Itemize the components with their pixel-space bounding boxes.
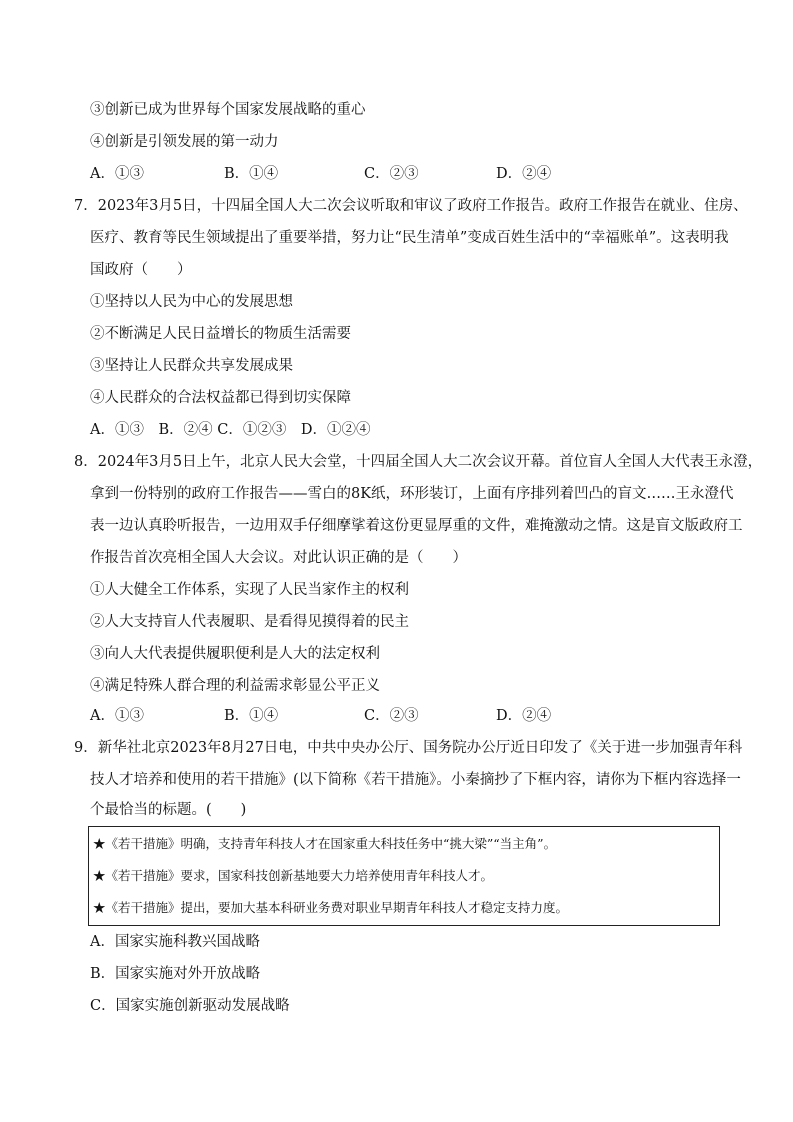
q8-option-b[interactable]: B．①④	[224, 708, 279, 724]
q8-option-a[interactable]: A．①③	[90, 708, 144, 724]
q6-option-a[interactable]: A．①③	[90, 166, 144, 182]
q8-statement-1: ①人大健全工作体系，实现了人民当家作主的权利	[90, 582, 409, 598]
q9-excerpt-line-3: ★《若干措施》提出，要加大基本科研业务费对职业早期青年科技人才稳定支持力度。	[93, 900, 569, 915]
q8-stem-line-3: 表一边认真聆听报告，一边用双手仔细摩挲着这份更显厚重的文件，难掩激动之情。这是盲文版政府工	[90, 518, 743, 534]
q9-option-b[interactable]: B．国家实施对外开放战略	[90, 966, 261, 982]
q8-statement-3: ③向人大代表提供履职便利是人大的法定权利	[90, 646, 380, 662]
q8-options	[90, 706, 730, 726]
q6-statement-3: ③创新已成为世界每个国家发展战略的重心	[90, 102, 366, 118]
q7-stem-line-3: 国政府（ ）	[90, 262, 192, 278]
q7-options[interactable]: A．①③ B．②④ C．①②③ D．①②④	[90, 422, 371, 438]
q8-statement-2: ②人大支持盲人代表履职、是看得见摸得着的民主	[90, 614, 409, 630]
q7-statement-2: ②不断满足人民日益增长的物质生活需要	[90, 326, 351, 342]
q9-excerpt-line-2: ★《若干措施》要求，国家科技创新基地要大力培养使用青年科技人才。	[93, 868, 494, 883]
q7-stem-line-1: 7．2023年3月5日，十四届全国人大二次会议听取和审议了政府工作报告。政府工作报告在就业、住房、	[74, 198, 748, 214]
q8-option-d[interactable]: D．②④	[496, 708, 552, 724]
q7-stem-line-2: 医疗、教育等民生领域提出了重要举措，努力让“民生清单”变成百姓生活中的“幸福账单”。这表明我	[90, 230, 729, 246]
q6-option-b[interactable]: B．①④	[224, 166, 279, 182]
q8-stem-line-1: 8．2024年3月5日上午，北京人民大会堂，十四届全国人大二次会议开幕。首位盲人全国人大代表王永澄，	[74, 454, 763, 470]
q8-stem-line-4: 作报告首次亮相全国人大会议。对此认识正确的是（ ）	[90, 550, 467, 566]
q9-stem-line-2: 技人才培养和使用的若干措施》(以下简称《若干措施》。小秦摘抄了下框内容，请你为下框内容选择一	[90, 772, 741, 788]
q6-option-d[interactable]: D．②④	[496, 166, 552, 182]
q9-option-a[interactable]: A．国家实施科教兴国战略	[90, 934, 260, 950]
q8-statement-4: ④满足特殊人群合理的利益需求彰显公平正义	[90, 678, 380, 694]
q9-stem-line-1: 9．新华社北京2023年8月27日电，中共中央办公厅、国务院办公厅近日印发了《关于进一步加强青年科	[74, 740, 743, 756]
q7-statement-1: ①坚持以人民为中心的发展思想	[90, 294, 293, 310]
q9-stem-line-3: 个最恰当的标题。( )	[90, 802, 247, 818]
q6-options	[90, 164, 730, 184]
q8-stem-line-2: 拿到一份特别的政府工作报告——雪白的8K纸，环形装订，上面有序排列着凹凸的盲文……王永澄代	[90, 486, 734, 502]
q7-statement-4: ④人民群众的合法权益都已得到切实保障	[90, 390, 351, 406]
q8-option-c[interactable]: C．②③	[364, 708, 419, 724]
q9-excerpt-line-1: ★《若干措施》明确，支持青年科技人才在国家重大科技任务中“挑大梁”“当主角”。	[93, 836, 557, 851]
q6-statement-4: ④创新是引领发展的第一动力	[90, 134, 279, 150]
q9-option-c[interactable]: C．国家实施创新驱动发展战略	[90, 998, 290, 1014]
q9-excerpt-box	[88, 826, 720, 926]
q7-statement-3: ③坚持让人民群众共享发展成果	[90, 358, 293, 374]
q6-option-c[interactable]: C．②③	[364, 166, 419, 182]
